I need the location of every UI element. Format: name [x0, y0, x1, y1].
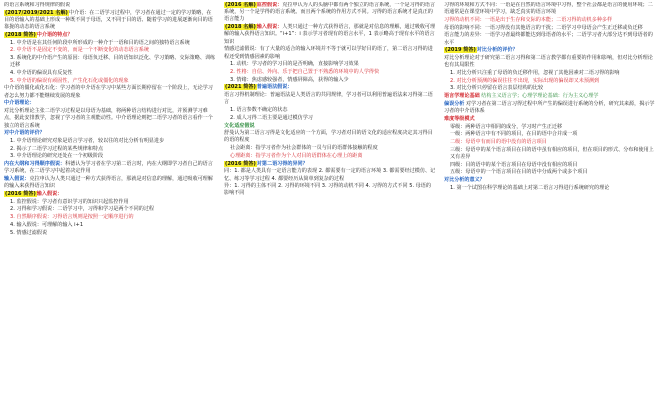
paragraph: 对比分析理论对于研究第二语言习得和第二语言教学都有重要的作用和影响，但对比分析理论也有其局限性: [444, 55, 653, 69]
list-item: 1. 对比分析只注重了母语的负迁移作用，忽视了其他因素对二语习得的影响: [450, 69, 620, 76]
paragraph: 的语言系统和习得规律的假说: [4, 2, 71, 8]
notes-column-1: [4, 2, 216, 413]
paragraph: [224, 24, 436, 46]
text: 中介语的特点？: [36, 31, 73, 38]
paragraph: [4, 191, 216, 198]
list-item: 2. 对比分析预测的偏误往往不出现，实际出现的偏误却又未预测到: [450, 77, 600, 84]
text: 对比分析的评价？: [476, 47, 518, 54]
list-item: 5. 中介语的偏误有顽固性，产生化石化或僵化的现象: [10, 77, 129, 84]
exam-tag: (2019 简答): [445, 47, 476, 54]
text: 结构主义语言学；心理学理论基础：行为主义心理学: [481, 93, 599, 100]
text: 偏误分析: [444, 100, 465, 107]
list-item: 3. 系统化的中介语产生的原因：母语负迁移、目的语知识泛化、学习策略、交际策略、训练迁移: [10, 55, 216, 69]
list-item: 1. 语言参数不确定的状态: [230, 107, 288, 114]
exam-tag: (2017/2019/2021 名解): [5, 9, 68, 16]
paragraph: [444, 101, 656, 115]
text: 普遍语法假说：: [256, 84, 293, 91]
exam-tag: (2016 简答): [5, 190, 36, 197]
text: 监控假说：: [256, 2, 283, 8]
list-item: 3. 情绪：焦虑感较强者，情感屏障高，获得的输入少: [230, 76, 349, 83]
exam-tag: (2016 名解): [225, 2, 256, 8]
paragraph: 舒曼认为第二语言习得是文化适应的一个方面，学习者对目的语文化的适应程度决定其习得目的语的程度: [224, 130, 433, 144]
paragraph: [4, 10, 216, 32]
text: 克拉申认为人的头脑中都有两个独立的语言系统，一个是习得的语言系统，另一个是学得的语言系统。而且两个系统的作用方式不同。习得的语言系统才是真正的语言能力: [224, 2, 436, 23]
paragraph: 中介语的僵化或化石化：学习者的中介语在学习中某些方面长期停留在一个阶段上，无论学习者怎么努力都不能继续发展的现象: [4, 85, 213, 99]
text: 输入假说：: [4, 176, 30, 183]
paragraph: [4, 176, 216, 190]
list-item: 四级：目的语中的某个语言项目在母语中没有相应的项目: [450, 161, 578, 168]
text: 克拉申认为人类只通过一种方式获得语言，那就是对信息的理解，通过吸收可理解的输入来获得语言知识: [4, 176, 213, 190]
list-item: 1. 监控假说：学习者有意识学习的知识只起监控作用: [10, 198, 129, 205]
paragraph: 母语的影响不同：一语习得没有其他语言的干扰；二语学习中母语会产生正迁移或负迁移: [444, 24, 643, 31]
list-item: 社会距离：指学习者作为社会群体的一员与目的语群体接触的程度: [230, 145, 378, 152]
list-item: 3. 自然顺序假说：习得语言规则是按照一定顺序进行的: [10, 214, 134, 221]
list-item: 三级：母语中的某个语言项目在目的语中虽有相应的项目，但在项目的形式、分布和使用上又有差异: [450, 146, 654, 160]
paragraph: 语言习得机制理论：普遍语法是人类语言的共同规律，学习者可以利用普遍语法来习得第二语言: [224, 92, 433, 106]
paragraph: [4, 32, 216, 39]
list-item: 1. 动机：学习者的学习目的是否明确，直接影响学习效果: [230, 61, 359, 68]
heading: 难度等级模式: [444, 115, 475, 122]
notes-column-3: [444, 2, 656, 413]
list-item: 4. 输入假说：可理解的输入 i+1: [10, 221, 84, 228]
list-item: 1. 中介语是在其任何阶段中所形成的一种介于一语和目的语之间的独特语言系统: [10, 39, 190, 46]
paragraph: [444, 93, 656, 100]
exam-tag: (2018 名解): [225, 24, 256, 31]
text: 中介语：在二语学习过程中，学习者在通过一定的学习策略，在目的语输入的基础上形成一种既不同于母语，又不同于目的语、随着学习的进展逐渐向目的语靠拢的动态的语言系统: [4, 9, 213, 31]
exam-tag: (2016 简答): [225, 160, 256, 167]
list-item: 4. 中介语的偏误具有反复性: [10, 69, 73, 76]
text: 输入假说：: [256, 24, 283, 31]
list-item: 2. 习得和学习假说：二语学习中，习得和学习是两个不同的过程: [10, 206, 155, 213]
list-item: 五级：母语中的一个语言项目在目的语中分成两个或多个项目: [450, 169, 588, 176]
paragraph: [224, 2, 436, 24]
list-item: 2. 揭示了二语学习过程的某些规律和特点: [10, 145, 104, 152]
notes-column-2: [224, 2, 436, 413]
text: 内在大纲和习得顺序假说：: [4, 161, 66, 168]
paragraph: 习得的环境和方式不同：一语是在自然的语言环境中习得，整个社会都是语言的使用环境；二语通常是在课堂环境中学习，缺乏真实的语言环境: [444, 2, 653, 16]
list-item: 零级：两种语言中相同的成分，学习时产生正迁移: [450, 123, 563, 130]
paragraph: 语言能力的差异：一语学习者最终都能达到母语者的水平；二语学习者大部分达不到母语者的水平: [444, 32, 653, 46]
text: 对第二语习得的异同？: [256, 160, 308, 167]
paragraph: [224, 84, 436, 91]
heading: 对中介语的评价？: [4, 130, 45, 137]
paragraph: 异：1. 习得的主体不同 2. 习得的环境不同 3. 习得的动机不同 4. 习得的方式不同 5. 母语的影响不同: [224, 183, 431, 197]
list-item: 一级：两种语言中有不同的项目，在目的语中合并成一项: [450, 131, 578, 138]
text: 科德认为学习者在学习第二语言时，内在大纲即学习者自己的语言学习系统，在二语学习中起着决定作用: [4, 161, 213, 175]
list-item: 1. 第一个试图在科学理论的基础上对第二语言习得进行系统研究的理论: [450, 184, 610, 191]
paragraph: 同：1. 都是人类具有一定语言能力的表现 2. 都需要有一定的语言环境 3. 都需要经过模仿、记忆、练习等学习过程 4. 都要经历从简单到复杂的过程: [224, 168, 436, 182]
list-item: 3. 对比分析只停留在语言表层结构的比较: [450, 85, 544, 92]
text: 语言学理论基础: [444, 93, 480, 100]
list-item: 1. 中介语理论研究对象是语言学习者，较以往的对比分析有明显进步: [10, 137, 165, 144]
paragraph: [224, 161, 436, 168]
paragraph: 习得的动机不同：一语是出于生存和交际的本能；二语习得的动机多种多样: [444, 16, 613, 23]
list-item: 3. 中介语理论的研究还处在一个初级阶段: [10, 153, 104, 160]
text: 对学习者在第二语言习得过程中所产生的偏误进行系统的分析，研究其来源，揭示学习者的中介语体系: [444, 100, 655, 115]
text: 人类只通过一种方式获得语言，那就是对信息的理解，通过吸收可理解的输入获得语言知识。“i+1”：i 表示学习者现有的语言水平，1 表示略高于现有水平的语言知识: [224, 24, 436, 45]
heading: 中介语理论：: [4, 100, 35, 107]
list-item: 心理距离：指学习者作为个人对目的语群体在心理上的距离: [230, 152, 363, 159]
list-item: 5. 情感过滤假说: [10, 229, 48, 236]
paragraph: 情感过滤假说：有了大量的适合的输入环境并不等于就可以学好目的语了，第二语言习得的进程还受到情感因素的影响: [224, 46, 433, 60]
paragraph: [444, 47, 656, 54]
list-item: 2. 成人习得二语主要是通过模仿学习: [230, 114, 313, 121]
exam-tag: (2021 简答): [225, 84, 256, 91]
paragraph: 对比分析理论主张二语学习过程是以母语为基础，将两种语言结构进行对比，并预测学习难点，据此安排教学，忽视了学习者的主观能动性。中介语理论则把二语学习者的语言看作一个独立的语言系统: [4, 108, 213, 129]
list-item: 二级：母语中有而目的语中没有的语言项目: [450, 138, 547, 145]
exam-tag: (2018 简答): [5, 31, 36, 38]
heading: 文化适应假说: [224, 122, 255, 129]
text: 输入假说：: [36, 190, 63, 197]
list-item: 2. 性格：自信、外向、乐于把自己置于不熟悉的环境中的人学得快: [230, 68, 380, 75]
list-item: 2. 中介语不是固定不变的，而是一个不断变化的动态语言系统: [10, 47, 149, 54]
paragraph: [4, 161, 216, 175]
heading: 对比分析的意义？: [444, 177, 485, 184]
